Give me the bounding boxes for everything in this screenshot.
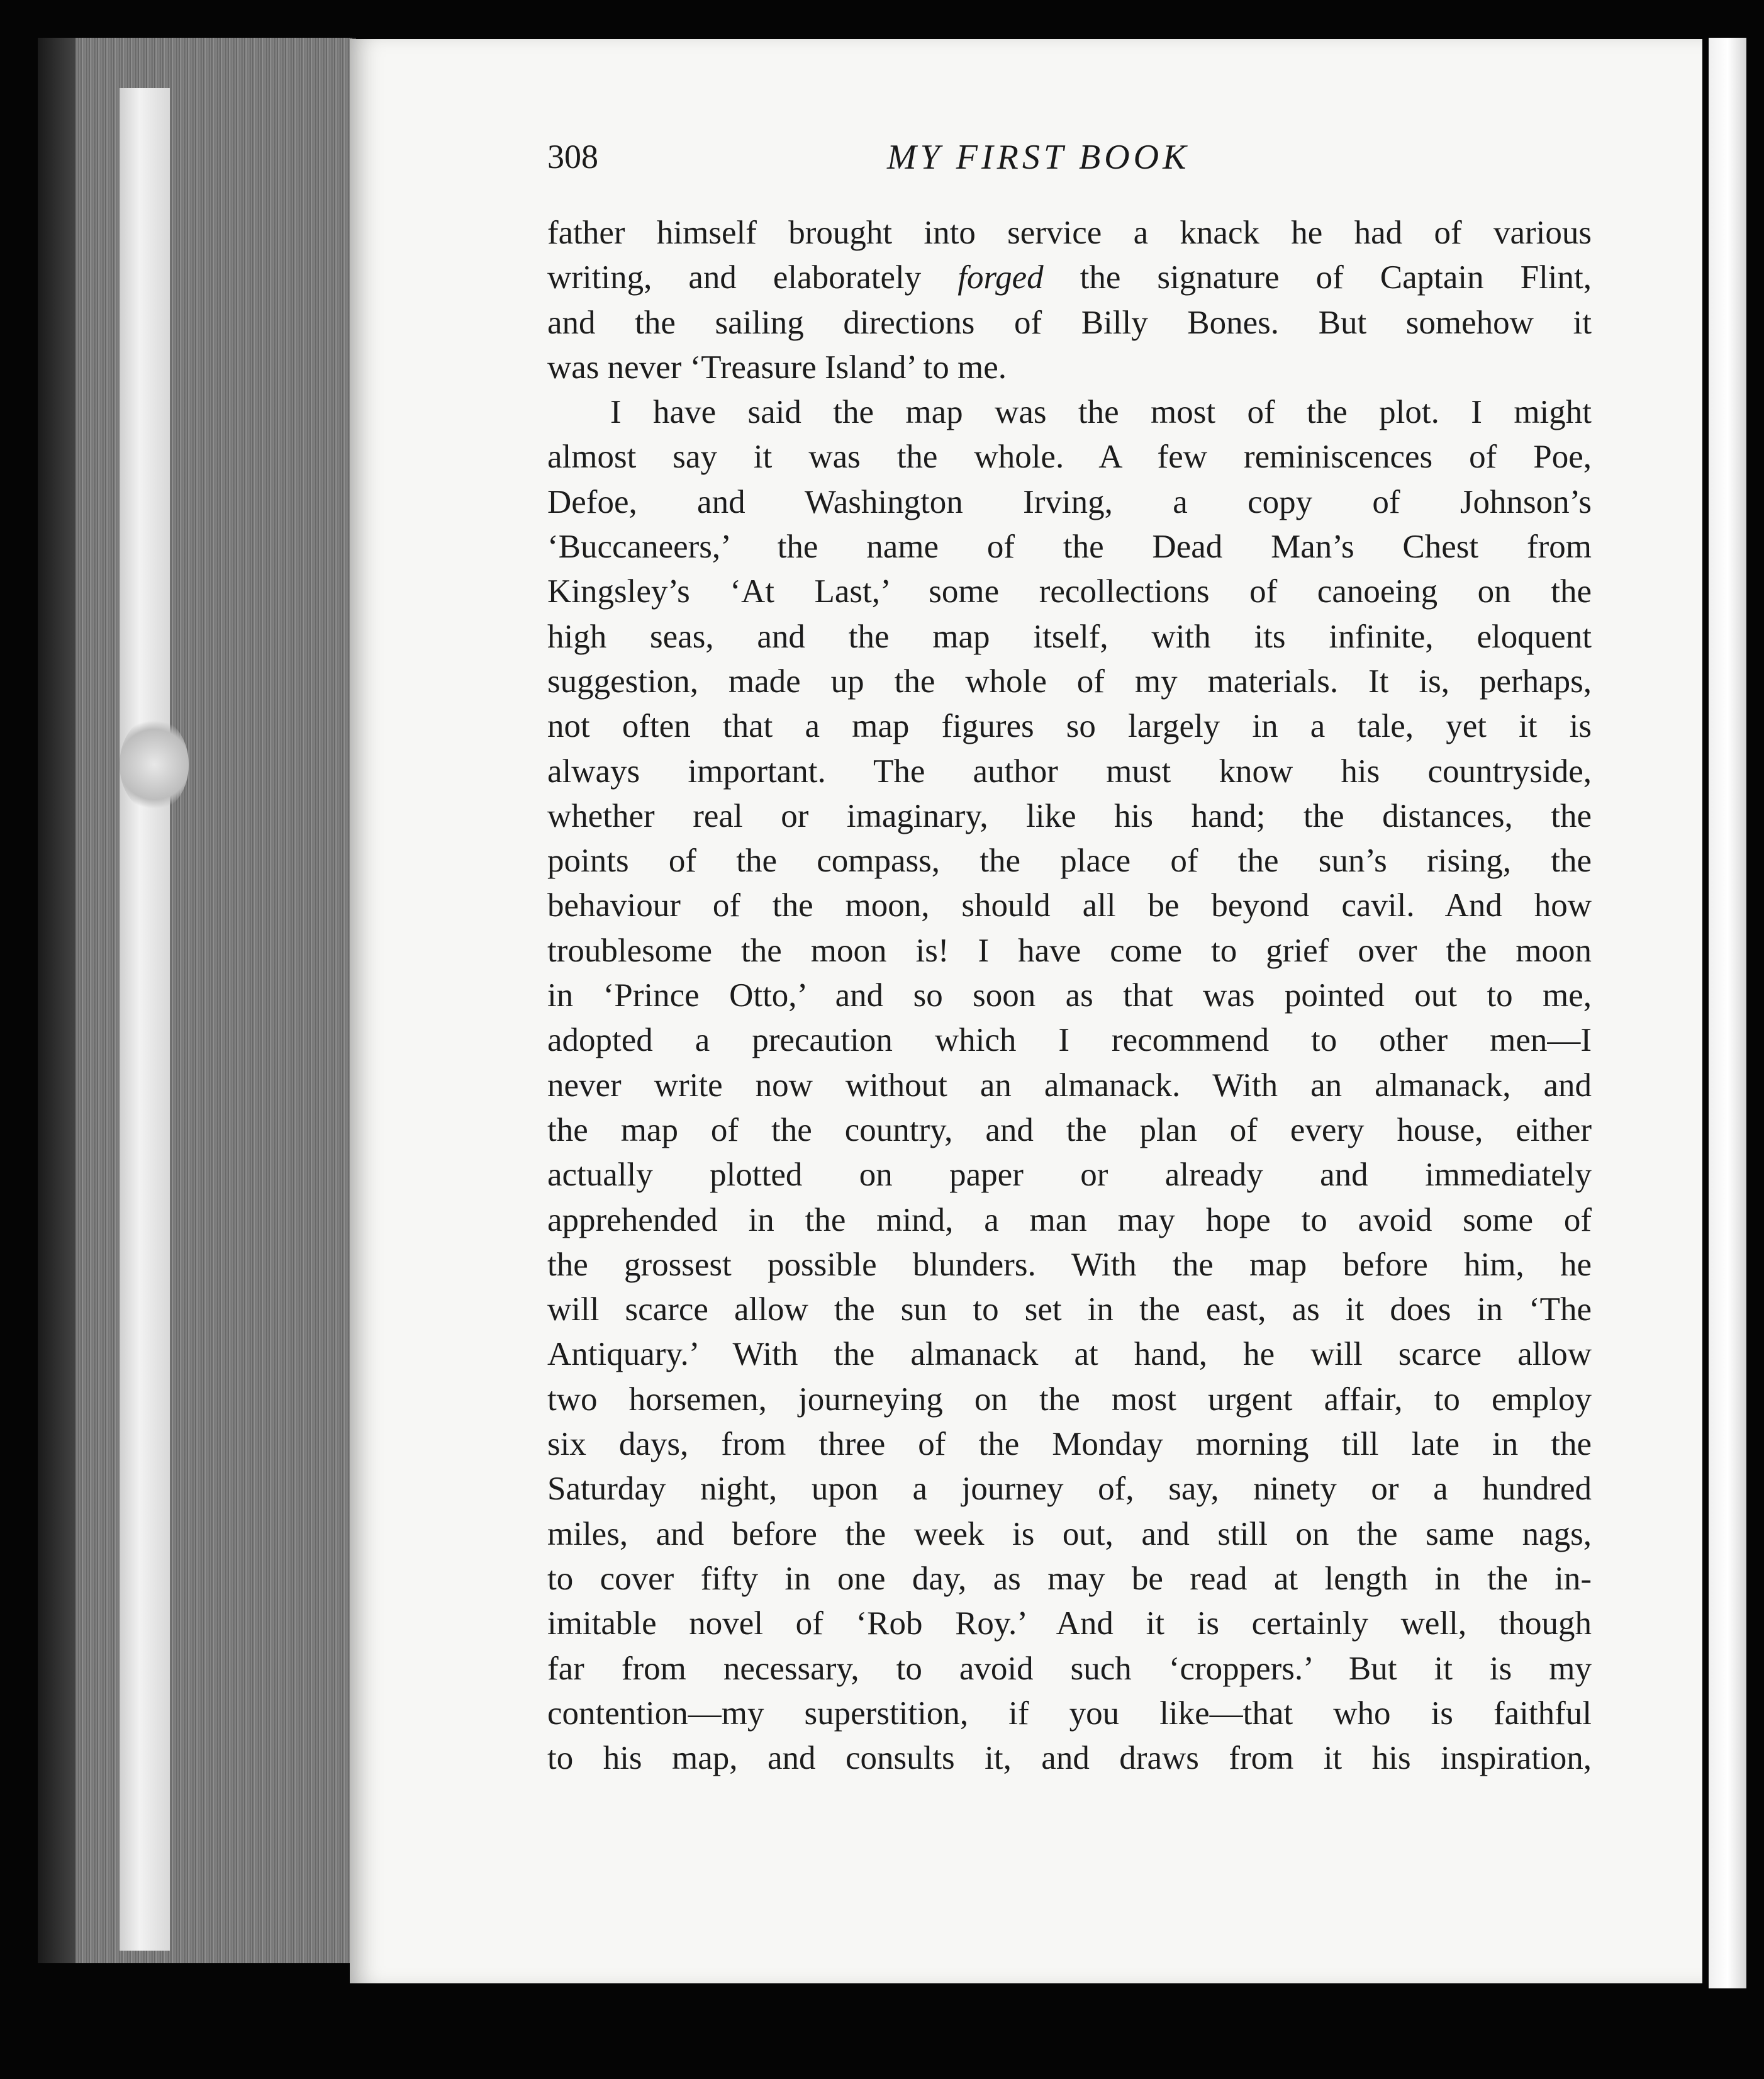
text-segment: the signature of Captain Flint,: [1080, 259, 1592, 296]
running-head: MY FIRST BOOK: [887, 138, 1190, 177]
text-line: always important. The author must know his countryside,: [547, 753, 1592, 790]
text-line: far from necessary, to avoid such ‘croppers.’ But it is my: [547, 1650, 1592, 1687]
text-line: whether real or imaginary, like his hand; the distances, the: [547, 797, 1592, 834]
text-line: almost say it was the whole. A few reminiscences of Poe,: [547, 439, 1592, 476]
text-line: behaviour of the moon, should all be beyond cavil. And how: [547, 887, 1592, 924]
text-line: to cover fifty in one day, as may be read at length in the in-: [547, 1560, 1592, 1597]
page-header: [547, 137, 1264, 188]
text-line: ‘Buccaneers,’ the name of the Dead Man’s Chest from: [547, 529, 1592, 566]
text-line: will scarce allow the sun to set in the east, as it does in ‘The: [547, 1291, 1592, 1328]
text-line: the grossest possible blunders. With the map before him, he: [547, 1246, 1592, 1283]
text-line: troublesome the moon is! I have come to grief over the moon: [547, 932, 1592, 969]
text-line: apprehended in the mind, a man may hope to avoid some of: [547, 1201, 1592, 1238]
text-line: Defoe, and Washington Irving, a copy of Johnson’s: [547, 483, 1592, 520]
text-line: never write now without an almanack. With an almanack, and: [547, 1067, 1592, 1104]
paper-blemish: [120, 717, 189, 812]
text-line: to his map, and consults it, and draws from it his inspiration,: [547, 1740, 1592, 1777]
text-segment: writing, and elaborately: [547, 259, 922, 296]
text-line: not often that a map figures so largely in a tale, yet it is: [547, 708, 1592, 745]
text-line: actually plotted on paper or already and immediately: [547, 1157, 1592, 1194]
text-line: high seas, and the map itself, with its infinite, eloquent: [547, 618, 1592, 655]
facing-page-edge: [1709, 38, 1746, 1988]
text-line: [547, 255, 1592, 300]
text-line: imitable novel of ‘Rob Roy.’ And it is certainly well, though: [547, 1605, 1592, 1642]
italic-word: forged: [957, 259, 1044, 296]
text-line: miles, and before the week is out, and still on the same nags,: [547, 1515, 1592, 1552]
page-number: 308: [547, 138, 598, 176]
text-line: contention—my superstition, if you like—that who is faithful: [547, 1695, 1592, 1732]
text-line: two horsemen, journeying on the most urgent affair, to employ: [547, 1381, 1592, 1418]
book-page-edges: [38, 38, 356, 1963]
body-text: [547, 211, 1592, 1781]
text-line: was never ‘Treasure Island’ to me.: [547, 349, 1007, 386]
text-line: in ‘Prince Otto,’ and so soon as that was pointed out to me,: [547, 977, 1592, 1014]
text-line: Antiquary.’ With the almanack at hand, he will scarce allow: [547, 1336, 1592, 1373]
text-line: the map of the country, and the plan of every house, either: [547, 1111, 1592, 1148]
text-line: Kingsley’s ‘At Last,’ some recollections of canoeing on the: [547, 573, 1592, 610]
text-line: six days, from three of the Monday morning till late in the: [547, 1426, 1592, 1463]
text-line: suggestion, made up the whole of my materials. It is, perhaps,: [547, 663, 1592, 700]
text-line: adopted a precaution which I recommend to other men—I: [547, 1022, 1592, 1059]
text-line: points of the compass, the place of the sun’s rising, the: [547, 843, 1592, 880]
text-line: father himself brought into service a knack he had of various: [547, 215, 1592, 251]
paragraph-first-line: I have said the map was the most of the plot. I might: [610, 394, 1592, 431]
text-line: and the sailing directions of Billy Bones. But somehow it: [547, 304, 1592, 341]
text-line: Saturday night, upon a journey of, say, ninety or a hundred: [547, 1471, 1592, 1508]
